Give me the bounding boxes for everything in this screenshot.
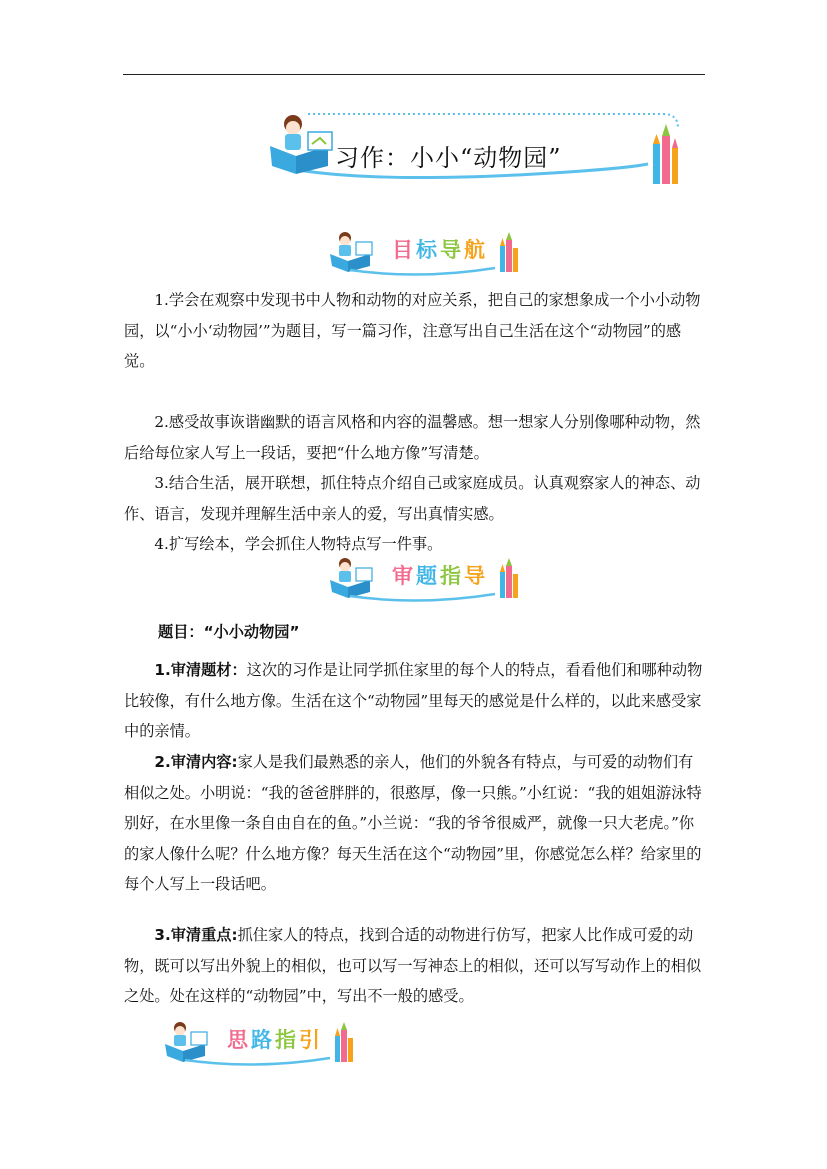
review-item-text: 家人是我们最熟悉的亲人，他们的外貌各有特点，与可爱的动物们有相似之处。小明说：“我的爸爸胖胖的，很憨厚，像一只熊。”小红说：“我的姐姐游泳特别好，在水里像一条自由自在的鱼。”小兰说：“我的爷爷很威严，就像一只大老虎。”你的家人像什么呢？什么地方像？每天生活在这个“动物园”里，你感觉怎么样？给家里的每个人写上一段话吧。 [124,753,702,893]
section-heading-review [330,556,540,602]
page-title: 习作：小小“动物园” [335,144,562,172]
review-item-text: 这次的习作是让同学抓住家里的每个人的特点，看看他们和哪种动物比较像，有什么地方像。生活在这个“动物园”里每天的感觉是什么样的，以此来感受家中的亲情。 [124,661,703,740]
review-item-label: 2.审清内容: [154,753,238,771]
section-label: 思路指引 [227,1028,323,1052]
review-item-1 [124,655,708,747]
section-label: 目标导航 [392,238,488,262]
topic-line: 题目：“小小动物园” [158,623,300,641]
goal-paragraph-3: 3.结合生活，展开联想，抓住特点介绍自己或家庭成员。认真观察家人的神态、动作、语言，发现并理解生活中亲人的爱，写出真情实感。 [124,474,701,523]
goal-paragraph-2: 2.感受故事诙谐幽默的语言风格和内容的温馨感。想一想家人分别像哪种动物，然后给每位家人写上一段话，要把“什么地方像”写清楚。 [124,413,701,462]
review-item-text: 抓住家人的特点，找到合适的动物进行仿写，把家人比作成可爱的动物，既可以写出外貌上的相似，也可以写一写神态上的相似，还可以写写动作上的相似之处。处在这样的“动物园”中，写出不一般的感受。 [124,926,702,1005]
goal-paragraph-1: 1.学会在观察中发现书中人物和动物的对应关系，把自己的家想象成一个小小动物园，以“小小‘动物园’”为题目，写一篇习作，注意写出自己生活在这个“动物园”的感觉。 [124,291,701,370]
review-item-label: 3.审清重点: [154,926,238,944]
review-item-3 [124,920,708,1012]
header-rule [123,74,705,75]
review-item-label: 1.审清题材： [154,661,247,679]
goal-paragraph-4: 4.扩写绘本，学会抓住人物特点写一件事。 [154,535,443,553]
section-label: 审题指导 [392,564,488,588]
review-item-2 [124,747,708,900]
section-heading-goals [330,230,540,276]
section-heading-ideas [165,1020,375,1066]
